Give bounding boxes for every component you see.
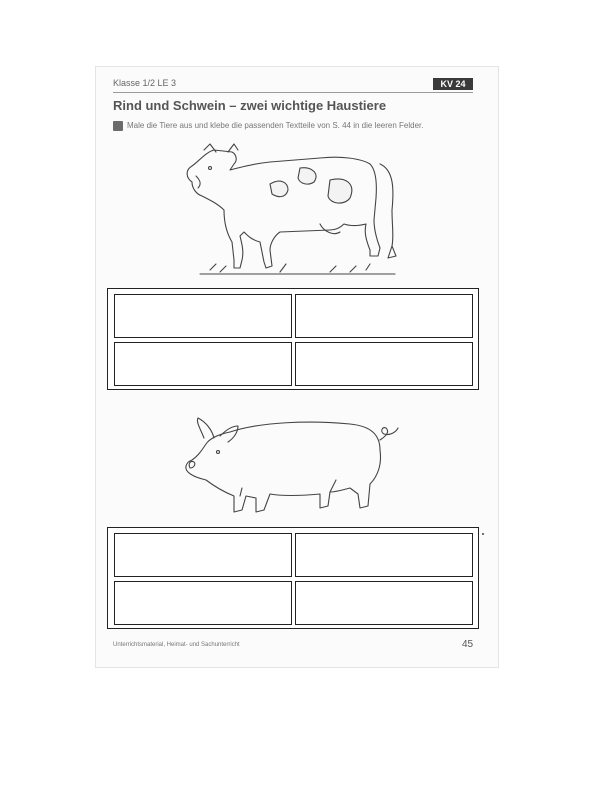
kv-badge: KV 24	[433, 78, 473, 90]
worksheet-header	[113, 78, 473, 90]
cow-label-box-4[interactable]	[295, 342, 473, 386]
task-instruction: Male die Tiere aus und klebe die passenden Textteile von S. 44 in die leeren Felder.	[127, 121, 424, 130]
cow-label-box-3[interactable]	[114, 342, 292, 386]
pig-label-box-1[interactable]	[114, 533, 292, 577]
margin-dot	[482, 533, 484, 535]
footer-copyright: Unterrichtsmaterial, Heimat- und Sachunterricht	[113, 642, 240, 648]
page-number: 45	[462, 639, 474, 650]
cow-label-boxes	[107, 288, 479, 390]
cow-label-box-2[interactable]	[295, 294, 473, 338]
class-label: Klasse 1/2 LE 3	[113, 78, 177, 88]
pig-label-box-3[interactable]	[114, 581, 292, 625]
pig-label-box-4[interactable]	[295, 581, 473, 625]
pig-label-box-2[interactable]	[295, 533, 473, 577]
worksheet-title: Rind und Schwein – zwei wichtige Haustiere	[113, 98, 387, 113]
header-rule	[113, 92, 473, 93]
cow-label-box-1[interactable]	[114, 294, 292, 338]
pig-label-boxes	[107, 527, 479, 629]
pencil-task-icon	[113, 121, 123, 131]
cow-drawing	[180, 140, 410, 280]
pig-drawing	[180, 410, 410, 525]
